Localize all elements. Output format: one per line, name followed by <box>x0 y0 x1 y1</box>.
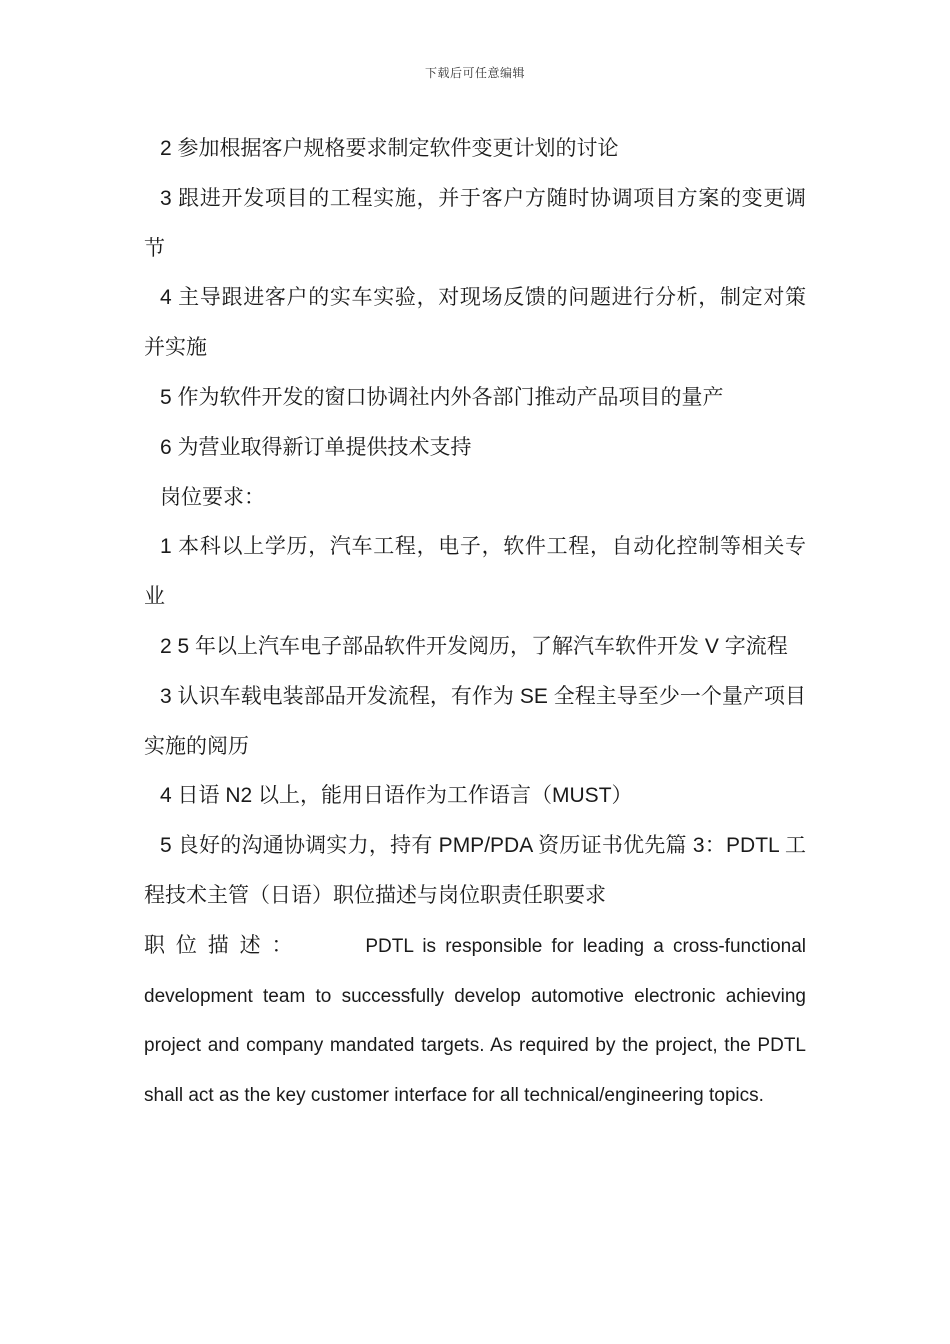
page-header: 下载后可任意编辑 <box>424 66 525 80</box>
paragraph-requirement-4: 4 日语 N2 以上，能用日语作为工作语言（MUST） <box>160 784 633 808</box>
paragraph-requirement-3: 3 认识车载电装部品开发流程，有作为 SE 全程主导至少一个量产项目实施的阅历 <box>144 684 806 758</box>
job-description <box>144 921 806 1121</box>
document-body <box>144 124 806 1121</box>
paragraph-requirement-2: 2 5 年以上汽车电子部品软件开发阅历，了解汽车软件开发 V 字流程 <box>160 634 788 658</box>
paragraph-requirement-5: 5 良好的沟通协调实力，持有 PMP/PDA 资历证书优先篇 3：PDTL 工程技术主管（日语）职位描述与岗位职责任职要求 <box>144 834 806 907</box>
job-description-label: 职位描述： <box>144 933 304 957</box>
paragraph-duty-4: 4 主导跟进客户的实车实验，对现场反馈的问题进行分析，制定对策并实施 <box>144 286 806 360</box>
paragraph-duty-5: 5 作为软件开发的窗口协调社内外各部门推动产品项目的量产 <box>160 385 724 409</box>
paragraph-duty-2: 2 参加根据客户规格要求制定软件变更计划的讨论 <box>160 137 619 160</box>
paragraph-requirement-1: 1 本科以上学历，汽车工程，电子，软件工程，自动化控制等相关专业 <box>144 535 806 609</box>
job-description-text: PDTL is responsible for leading a cross-functional development team to successfully develop automotive electronic achieving project and company mandated targets. As required by the project, the PDTL shall act as the key customer interface for all technical/engineering topics. <box>144 935 807 1107</box>
paragraph-duty-3: 3 跟进开发项目的工程实施，并于客户方随时协调项目方案的变更调节 <box>144 186 806 260</box>
section-heading-requirements: 岗位要求： <box>160 485 265 509</box>
paragraph-duty-6: 6 为营业取得新订单提供技术支持 <box>160 435 472 459</box>
